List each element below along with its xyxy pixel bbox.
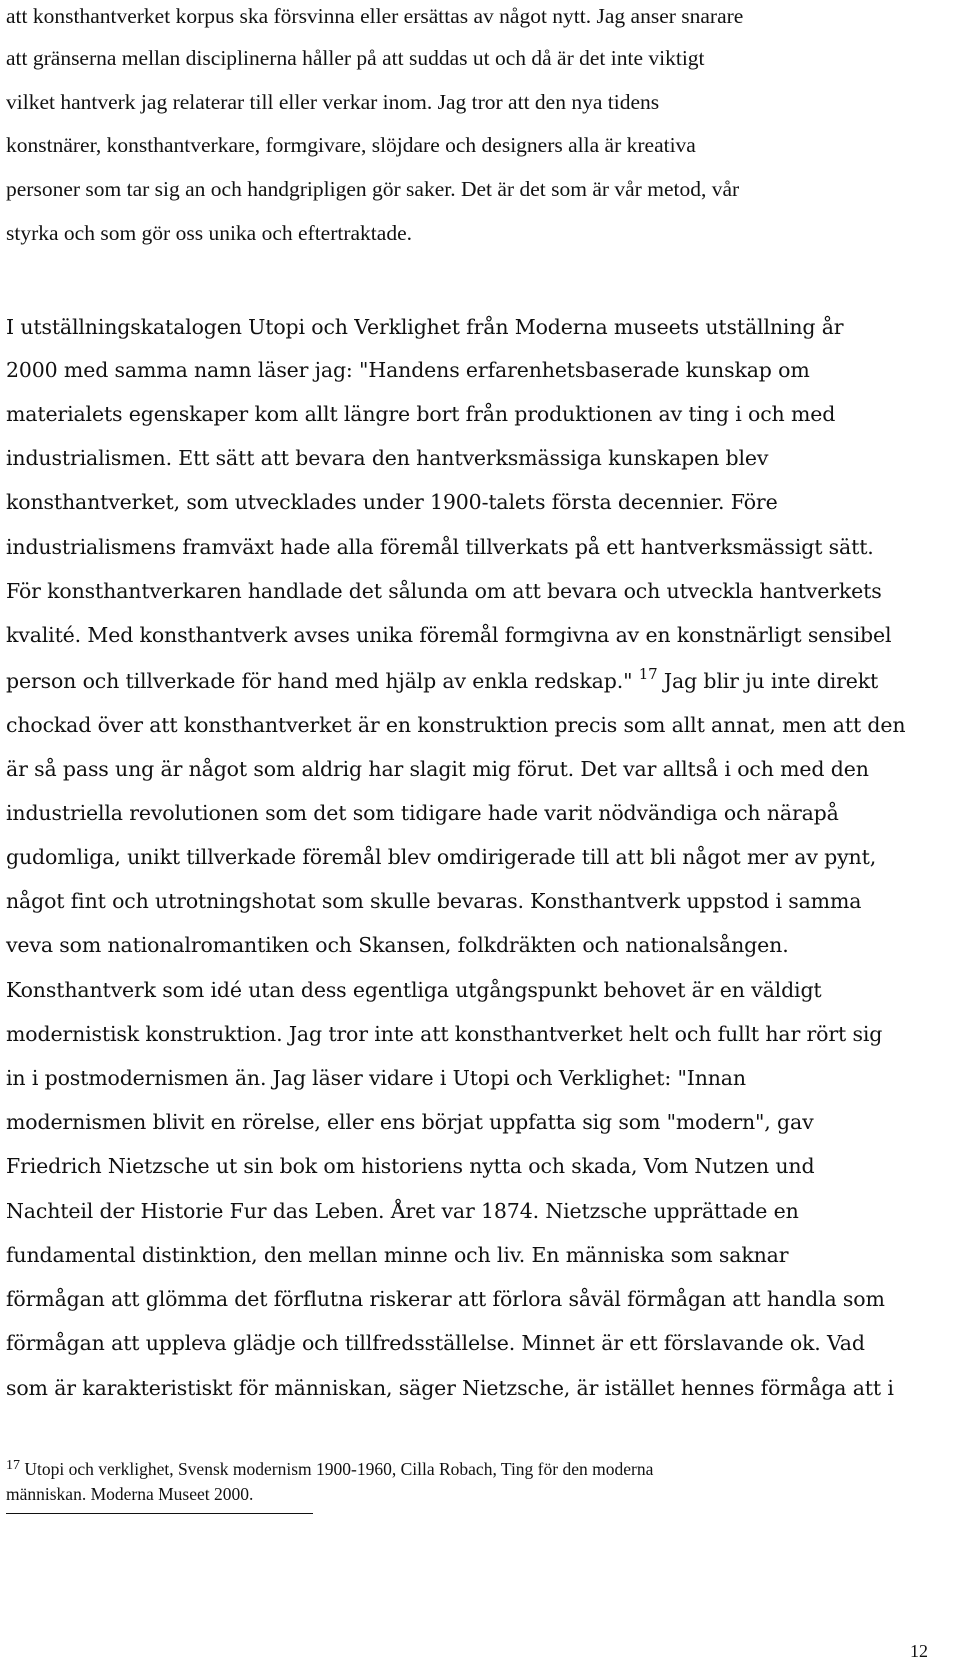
text-line: fundamental distinktion, den mellan minne och liv. En människa som saknar [6, 1243, 789, 1267]
text-line: konstnärer, konsthantverkare, formgivare, slöjdare och designers alla är kreativa [6, 133, 696, 157]
text-line: gudomliga, unikt tillverkade föremål blev omdirigerade till att bli något mer av pynt, [6, 845, 877, 869]
text-line: att konsthantverket korpus ska försvinna eller ersättas av något nytt. Jag anser snarare [6, 4, 744, 28]
text-line: Konsthantverk som idé utan dess egentliga utgångspunkt behovet är en väldigt [6, 978, 822, 1002]
text-line: förmågan att uppleva glädje och tillfredsställelse. Minnet är ett förslavande ok. Vad [6, 1331, 865, 1355]
text-line: personer som tar sig an och handgripligen gör saker. Det är det som är vår metod, vår [6, 177, 740, 201]
text-line: materialets egenskaper kom allt längre bort från produktionen av ting i och med [6, 402, 836, 426]
text-line: vilket hantverk jag relaterar till eller verkar inom. Jag tror att den nya tidens [6, 90, 660, 114]
text-line: styrka och som gör oss unika och eftertraktade. [6, 221, 412, 245]
text-line: industrialismens framväxt hade alla föremål tillverkats på ett hantverksmässigt sätt. [6, 535, 874, 559]
footnote-separator [6, 1513, 313, 1514]
text-line: För konsthantverkaren handlade det sålunda om att bevara och utveckla hantverkets [6, 579, 882, 603]
text-line: in i postmodernismen än. Jag läser vidare i Utopi och Verklighet: "Innan [6, 1066, 746, 1090]
text-line: modernistisk konstruktion. Jag tror inte att konsthantverket helt och fullt har rört sig [6, 1022, 883, 1046]
text-line: kvalité. Med konsthantverk avses unika föremål formgivna av en konstnärligt sensibel [6, 623, 892, 647]
text-line: veva som nationalromantiken och Skansen, folkdräkten och nationalsången. [6, 933, 789, 957]
text-line: modernismen blivit en rörelse, eller ens börjat uppfatta sig som "modern", gav [6, 1110, 814, 1134]
footnote-reference[interactable]: 17 [638, 665, 658, 683]
page-number: 12 [910, 1641, 928, 1661]
text-segment: Jag blir ju inte direkt [657, 669, 879, 693]
text-line: att gränserna mellan disciplinerna håller på att suddas ut och då är det inte viktigt [6, 46, 705, 70]
text-line: något fint och utrotningshotat som skulle bevaras. Konsthantverk uppstod i samma [6, 889, 862, 913]
text-line: industriella revolutionen som det som tidigare hade varit nödvändiga och närapå [6, 801, 839, 825]
text-line: industrialismen. Ett sätt att bevara den hantverksmässiga kunskapen blev [6, 446, 769, 470]
footnote-line [6, 1458, 653, 1480]
text-line: Friedrich Nietzsche ut sin bok om historiens nytta och skada, Vom Nutzen und [6, 1154, 815, 1178]
text-line: 2000 med samma namn läser jag: "Handens erfarenhetsbaserade kunskap om [6, 358, 810, 382]
footnote-line: människan. Moderna Museet 2000. [6, 1484, 254, 1504]
text-line: chockad över att konsthantverket är en konstruktion precis som allt annat, men att den [6, 713, 906, 737]
text-line: I utställningskatalogen Utopi och Verklighet från Moderna museets utställning år [6, 315, 844, 339]
footnote-text: Utopi och verklighet, Svensk modernism 1900-1960, Cilla Robach, Ting för den moderna [20, 1459, 654, 1479]
text-line: konsthantverket, som utvecklades under 1900-talets första decennier. Före [6, 490, 778, 514]
text-segment: person och tillverkade för hand med hjälp av enkla redskap." [6, 669, 639, 693]
text-line: är så pass ung är något som aldrig har slagit mig förut. Det var alltså i och med den [6, 757, 869, 781]
text-line-with-footnote-ref [6, 665, 879, 694]
text-line: som är karakteristiskt för människan, säger Nietzsche, är istället hennes förmåga att i [6, 1376, 894, 1400]
text-line: förmågan att glömma det förflutna riskerar att förlora såväl förmågan att handla som [6, 1287, 885, 1311]
text-line: Nachteil der Historie Fur das Leben. Året var 1874. Nietzsche upprättade en [6, 1199, 799, 1223]
footnote-number: 17 [6, 1458, 20, 1473]
